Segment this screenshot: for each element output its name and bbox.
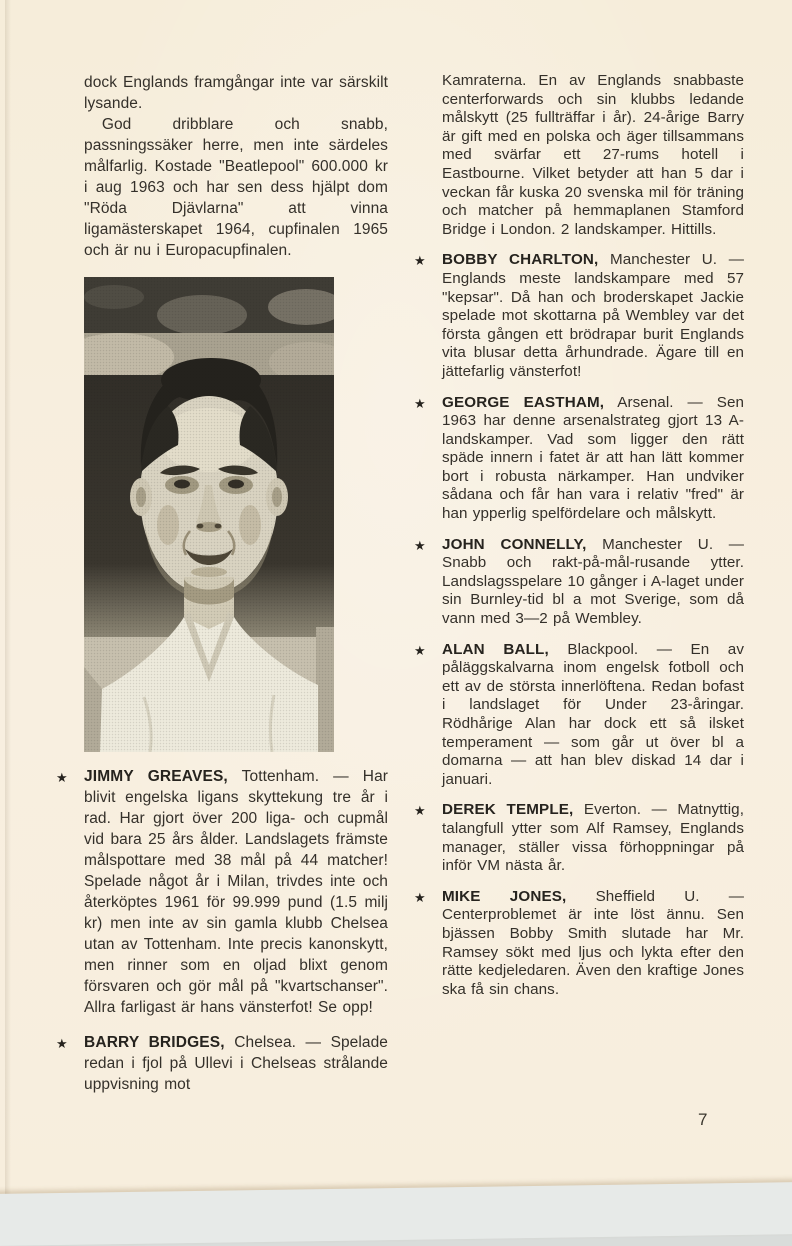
player-entry-john-connelly	[414, 536, 744, 629]
player-entry-george-eastham	[414, 394, 744, 524]
continued-paragraph: dock Englands framgångar inte var särskilt lysande.	[84, 74, 388, 112]
star-icon: ★	[414, 642, 426, 658]
player-name: DEREK TEMPLE,	[442, 801, 574, 819]
player-entry-derek-temple	[414, 801, 744, 875]
player-entry-bobby-charlton	[414, 251, 744, 381]
player-text	[442, 536, 744, 629]
player-text	[84, 1032, 388, 1095]
right-column	[414, 72, 744, 999]
player-description: Tottenham. — Har blivit engelska ligans skyttekung tre år i rad. Har gjort över 200 liga- och cupmål vid bara 25 års ålder. Landslagets främste målspottare med 38 mål på 44 matcher! Spelade något år i Milan, trivdes inte och återköptes 1961 för 99.999 pund (1.5 milj kr) men inte av sin gamla klubb Chelsea utan av Tottenham. Inte precis kanonskytt, men rinner som en oljad blixt genom försvaren och gör mål på "kvartschanser". Allra farligast är hans vänsterfot! Se opp!	[84, 768, 389, 1016]
player-name: GEORGE EASTHAM,	[442, 393, 605, 411]
player-text	[442, 888, 744, 1000]
player-text	[442, 394, 744, 524]
player-entry-barry-bridges	[56, 1032, 388, 1095]
star-icon: ★	[414, 395, 426, 411]
star-icon: ★	[56, 770, 68, 785]
star-icon: ★	[414, 803, 426, 819]
scan-background-edge	[0, 1182, 792, 1246]
page-number: 7	[698, 1110, 708, 1129]
player-text	[442, 251, 744, 381]
player-description: Everton. — Matnyttig, talangfull ytter som Alf Ramsey, Englands manager, ställer vissa förhoppningar på inför VM nästa år.	[442, 801, 744, 875]
player-photo	[84, 277, 334, 752]
player-text	[84, 766, 388, 1018]
player-description: Blackpool. — En av påläggskalvarna inom engelsk fotboll och ett av de största innerlöftena. Redan bofast i landslaget för Under 23-åringar. Rödhårige Alan har dock ett så ilsket temperament — som går ut över bl a domarna — att han blev diskad 14 dar i januari.	[442, 640, 744, 788]
player-name: JIMMY GREAVES,	[84, 768, 228, 785]
player-description: Sheffield U. — Centerproblemet är inte löst ännu. Sen bjässen Bobby Smith slutade har Mr. Ramsey sökt med ljus och lykta efter den rätte kedjeledaren. Även den kraftige Jones ska få sin chans.	[442, 887, 744, 998]
player-name: BARRY BRIDGES,	[84, 1034, 225, 1051]
star-icon: ★	[414, 253, 426, 269]
player-name: BOBBY CHARLTON,	[442, 251, 599, 269]
player-name: MIKE JONES,	[442, 887, 567, 905]
player-entry-mike-jones	[414, 888, 744, 1000]
page-fold-crease	[5, 0, 11, 1200]
body-paragraph: God dribblare och snabb, passningssäker herre, men inte särdeles målfarlig. Kostade "Beatlepool" 600.000 kr i aug 1963 och har sen dess hjälpt dom "Röda Djävlarna" att vinna ligamästerskapet 1964, cupfinalen 1965 och är nu i Europacupfinalen.	[84, 116, 388, 259]
player-description: Chelsea. — Spelade redan i fjol på Ullevi i Chelseas strålande uppvisning mot	[84, 1034, 388, 1093]
player-name: JOHN CONNELLY,	[442, 535, 587, 553]
player-entry-alan-ball	[414, 641, 744, 790]
star-icon: ★	[414, 537, 426, 553]
player-name: ALAN BALL,	[442, 640, 549, 658]
star-icon: ★	[56, 1036, 68, 1051]
player-text	[442, 641, 744, 790]
player-description: Manchester U. — Snabb och rakt-på-mål-rusande ytter. Landslagsspelare 10 gånger i A-laget under sin Burnley-tid bl a mot Sverige, som då vann med 3—2 på Wembley.	[442, 535, 744, 628]
halftone-portrait-illustration	[84, 277, 334, 752]
player-description: Arsenal. — Sen 1963 har denne arsenalstrateg gjort 13 A-landskamper. Vad som ligger den rätt späde innern i fatet är att han lätt kommer bort i robusta närkamper. Han undviker sådana och får han vara i relativ "fred" är han ypperlig spelfördelare och målskytt.	[442, 393, 744, 523]
left-column	[56, 72, 388, 1095]
star-icon: ★	[414, 889, 426, 905]
player-entry-jimmy-greaves	[56, 766, 388, 1018]
player-text	[442, 801, 744, 875]
player-description: Manchester U. — Englands meste landskampare med 57 "kepsar". Då han och broderskapet Jackie spelade mot skottarna på Wembley var det första gången ett brödrapar burit Englands vita blusar detta århundrade. Ägare till en jättefarlig vänsterfot!	[442, 251, 744, 380]
continued-paragraph: Kamraterna. En av Englands snabbaste centerforwards och sin klubbs ledande målskytt (25 fullträffar i år). 24-årige Barry är gift med en polska och äger tillsammans med svärfar ett 27-rums hotell i Eastbourne. Vilket betyder att han 5 dar i veckan får kuska 20 svenska mil för träning och matcher på hemmaplanen Stamford Bridge i London. 2 landskamper. Hittills.	[442, 72, 744, 238]
